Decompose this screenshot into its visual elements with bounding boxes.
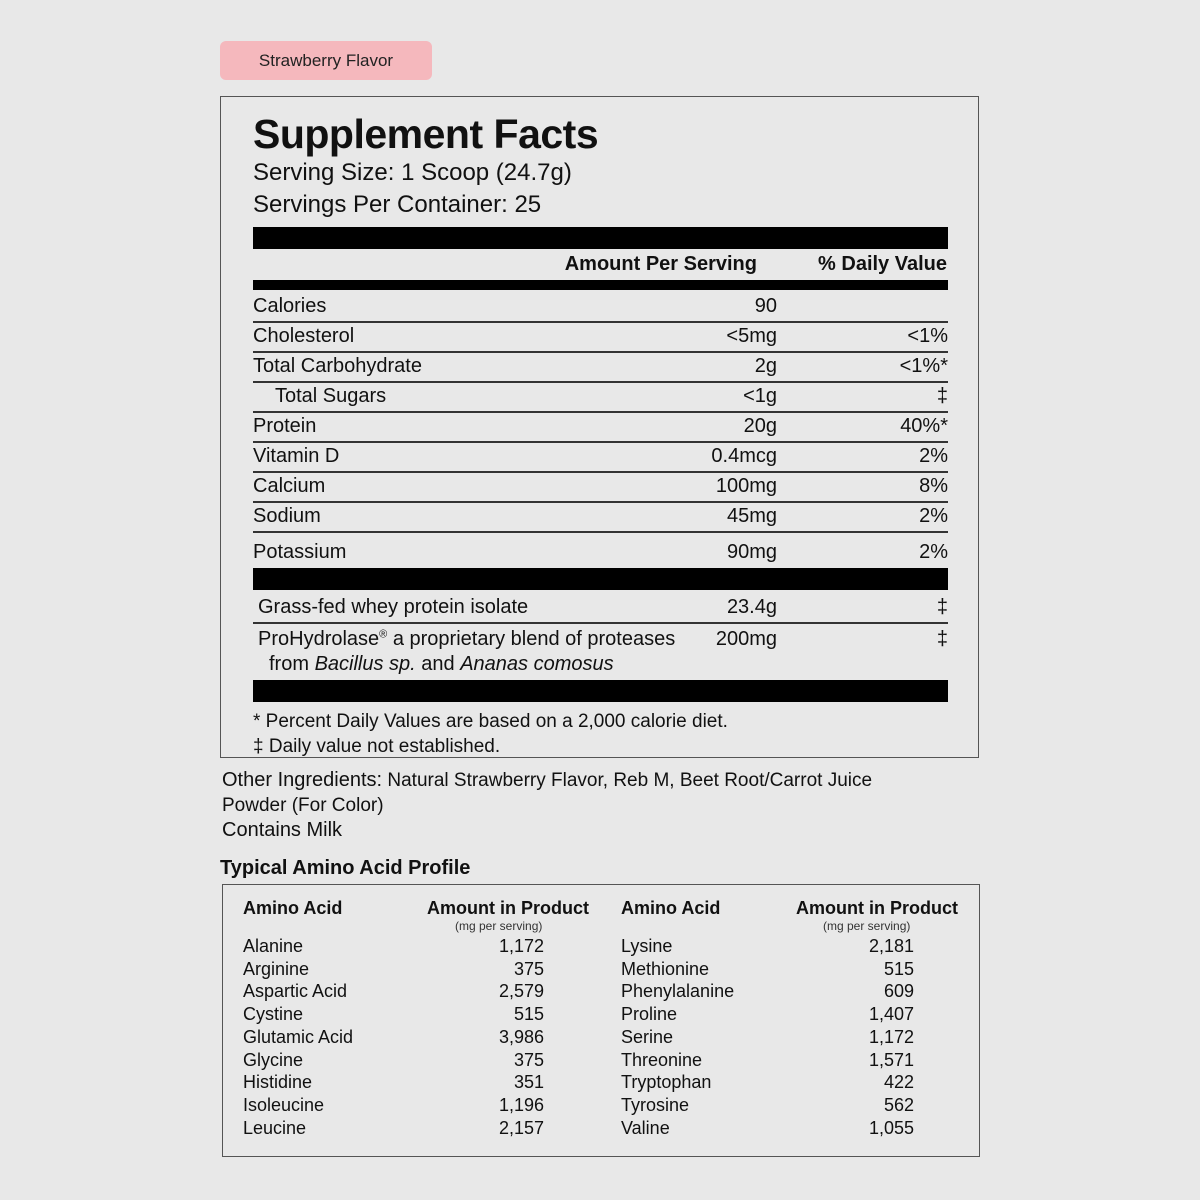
nutrient-amount: <1g bbox=[743, 385, 777, 407]
nutrient-amount: <5mg bbox=[726, 325, 777, 347]
amino-acid-name: Glutamic Acid bbox=[243, 1026, 354, 1047]
nutrient-amount: 90 bbox=[754, 295, 777, 317]
nutrient-amount: 45mg bbox=[726, 505, 777, 527]
nutrient-dv: 2% bbox=[919, 541, 948, 563]
ingredient-name: Grass-fed whey protein isolate bbox=[258, 596, 529, 618]
amino-acid-value: 3,986 bbox=[498, 1026, 544, 1047]
nutrient-name: Calories bbox=[253, 295, 327, 317]
nutrient-row bbox=[253, 323, 948, 353]
amino-acid-name: Leucine bbox=[243, 1117, 307, 1138]
thick-divider bbox=[253, 568, 948, 590]
blend-row-whey bbox=[253, 592, 948, 624]
nutrient-row bbox=[253, 473, 948, 503]
amino-acid-value: 2,579 bbox=[498, 981, 544, 1002]
footnote-not-established: ‡ Daily value not established. bbox=[253, 736, 501, 757]
amino-acid-name: Arginine bbox=[243, 958, 310, 979]
nutrient-row bbox=[253, 503, 948, 533]
amino-acid-value: 609 bbox=[883, 981, 914, 1002]
nutrient-row bbox=[253, 413, 948, 443]
amount-per-serving-header: Amount Per Serving bbox=[564, 253, 757, 275]
nutrient-name: Potassium bbox=[253, 541, 347, 563]
flavor-badge: Strawberry Flavor bbox=[220, 41, 432, 80]
nutrient-amount: 0.4mcg bbox=[711, 445, 777, 467]
col-header-amount: Amount in Product bbox=[796, 898, 958, 918]
amino-acid-value: 2,157 bbox=[498, 1117, 544, 1138]
nutrient-dv: ‡ bbox=[936, 385, 948, 407]
ingredient-dv: ‡ bbox=[936, 596, 948, 618]
thick-divider bbox=[253, 680, 948, 702]
nutrient-name: Calcium bbox=[253, 475, 326, 497]
amino-acid-value: 515 bbox=[883, 958, 914, 979]
nutrient-dv: <1% bbox=[907, 325, 948, 347]
amino-acid-table bbox=[222, 884, 980, 1157]
amino-acid-title: Typical Amino Acid Profile bbox=[220, 857, 471, 879]
nutrient-name: Protein bbox=[253, 415, 317, 437]
amino-acid-value: 1,172 bbox=[498, 936, 544, 956]
servings-per-container: Servings Per Container: 25 bbox=[253, 191, 542, 218]
nutrient-amount: 90mg bbox=[726, 541, 777, 563]
amino-acid-name: Cystine bbox=[243, 1004, 304, 1025]
nutrient-name: Sodium bbox=[253, 505, 321, 527]
nutrient-dv: <1%* bbox=[899, 355, 948, 377]
amino-acid-name: Methionine bbox=[621, 958, 710, 979]
col-header-amount: Amount in Product bbox=[427, 898, 589, 918]
nutrient-amount: 20g bbox=[743, 415, 777, 437]
nutrient-dv: 8% bbox=[919, 475, 948, 497]
other-ingredients-cont: Powder (For Color) bbox=[222, 795, 384, 816]
amino-acid-name: Glycine bbox=[243, 1049, 304, 1070]
col-header-amino-acid: Amino Acid bbox=[621, 898, 721, 918]
amino-acid-name: Histidine bbox=[243, 1072, 313, 1093]
amino-acid-value: 1,196 bbox=[498, 1094, 544, 1115]
nutrient-dv: 2% bbox=[919, 445, 948, 467]
amino-acid-name: Threonine bbox=[621, 1049, 703, 1070]
nutrient-row bbox=[253, 533, 948, 567]
amino-acid-name: Aspartic Acid bbox=[243, 981, 348, 1002]
amino-acid-name: Proline bbox=[621, 1004, 678, 1025]
ingredient-name: ProHydrolase® a proprietary blend of proteases bbox=[258, 628, 676, 650]
amino-acid-value: 1,055 bbox=[868, 1117, 914, 1138]
amino-acid-value: 422 bbox=[883, 1072, 914, 1093]
thick-divider bbox=[253, 227, 948, 249]
amino-acid-name: Valine bbox=[621, 1117, 670, 1138]
medium-divider bbox=[253, 280, 948, 290]
nutrient-row bbox=[253, 293, 948, 323]
nutrient-name: Total Carbohydrate bbox=[253, 355, 422, 377]
amino-acid-value: 351 bbox=[513, 1072, 544, 1093]
amino-acid-name: Lysine bbox=[621, 936, 673, 956]
amino-acid-name: Phenylalanine bbox=[621, 981, 735, 1002]
ingredient-amount: 23.4g bbox=[726, 596, 777, 618]
ingredient-source: from Bacillus sp. and Ananas comosus bbox=[269, 653, 614, 675]
supplement-facts-panel bbox=[220, 96, 979, 758]
amino-acid-value: 375 bbox=[513, 958, 544, 979]
nutrient-row bbox=[253, 443, 948, 473]
amino-acid-value: 375 bbox=[513, 1049, 544, 1070]
nutrient-name: Total Sugars bbox=[275, 385, 387, 407]
facts-title: Supplement Facts bbox=[253, 111, 599, 157]
footnote-daily-values: * Percent Daily Values are based on a 2,000 calorie diet. bbox=[253, 711, 728, 732]
ingredient-dv: ‡ bbox=[936, 628, 948, 650]
allergen-statement: Contains Milk bbox=[222, 819, 343, 841]
nutrient-dv: 2% bbox=[919, 505, 948, 527]
col-header-unit: (mg per serving) bbox=[455, 919, 543, 933]
serving-size: Serving Size: 1 Scoop (24.7g) bbox=[253, 159, 572, 186]
daily-value-header: % Daily Value bbox=[818, 253, 947, 275]
amino-acid-name: Isoleucine bbox=[243, 1094, 325, 1115]
amino-acid-value: 1,571 bbox=[868, 1049, 914, 1070]
col-header-amino-acid: Amino Acid bbox=[243, 898, 343, 918]
nutrient-name: Vitamin D bbox=[253, 445, 340, 467]
blend-row-prohydrolase bbox=[253, 625, 948, 677]
amino-acid-name: Alanine bbox=[243, 936, 304, 956]
nutrient-row bbox=[253, 383, 948, 413]
amino-acid-name: Tryptophan bbox=[621, 1072, 712, 1093]
nutrient-amount: 2g bbox=[754, 355, 777, 377]
nutrient-dv: 40%* bbox=[900, 415, 948, 437]
nutrient-name: Cholesterol bbox=[253, 325, 355, 347]
nutrient-amount: 100mg bbox=[715, 475, 777, 497]
ingredient-amount: 200mg bbox=[715, 628, 777, 650]
other-ingredients: Other Ingredients: Natural Strawberry Flavor, Reb M, Beet Root/Carrot Juice bbox=[222, 769, 873, 791]
amino-acid-value: 2,181 bbox=[868, 936, 914, 956]
amino-acid-value: 515 bbox=[513, 1004, 544, 1025]
nutrient-row bbox=[253, 353, 948, 383]
amino-acid-value: 1,407 bbox=[868, 1004, 914, 1025]
amino-acid-value: 1,172 bbox=[868, 1026, 914, 1047]
amino-acid-name: Serine bbox=[621, 1026, 674, 1047]
amino-acid-value: 562 bbox=[883, 1094, 914, 1115]
col-header-unit: (mg per serving) bbox=[823, 919, 911, 933]
amino-acid-name: Tyrosine bbox=[621, 1094, 690, 1115]
